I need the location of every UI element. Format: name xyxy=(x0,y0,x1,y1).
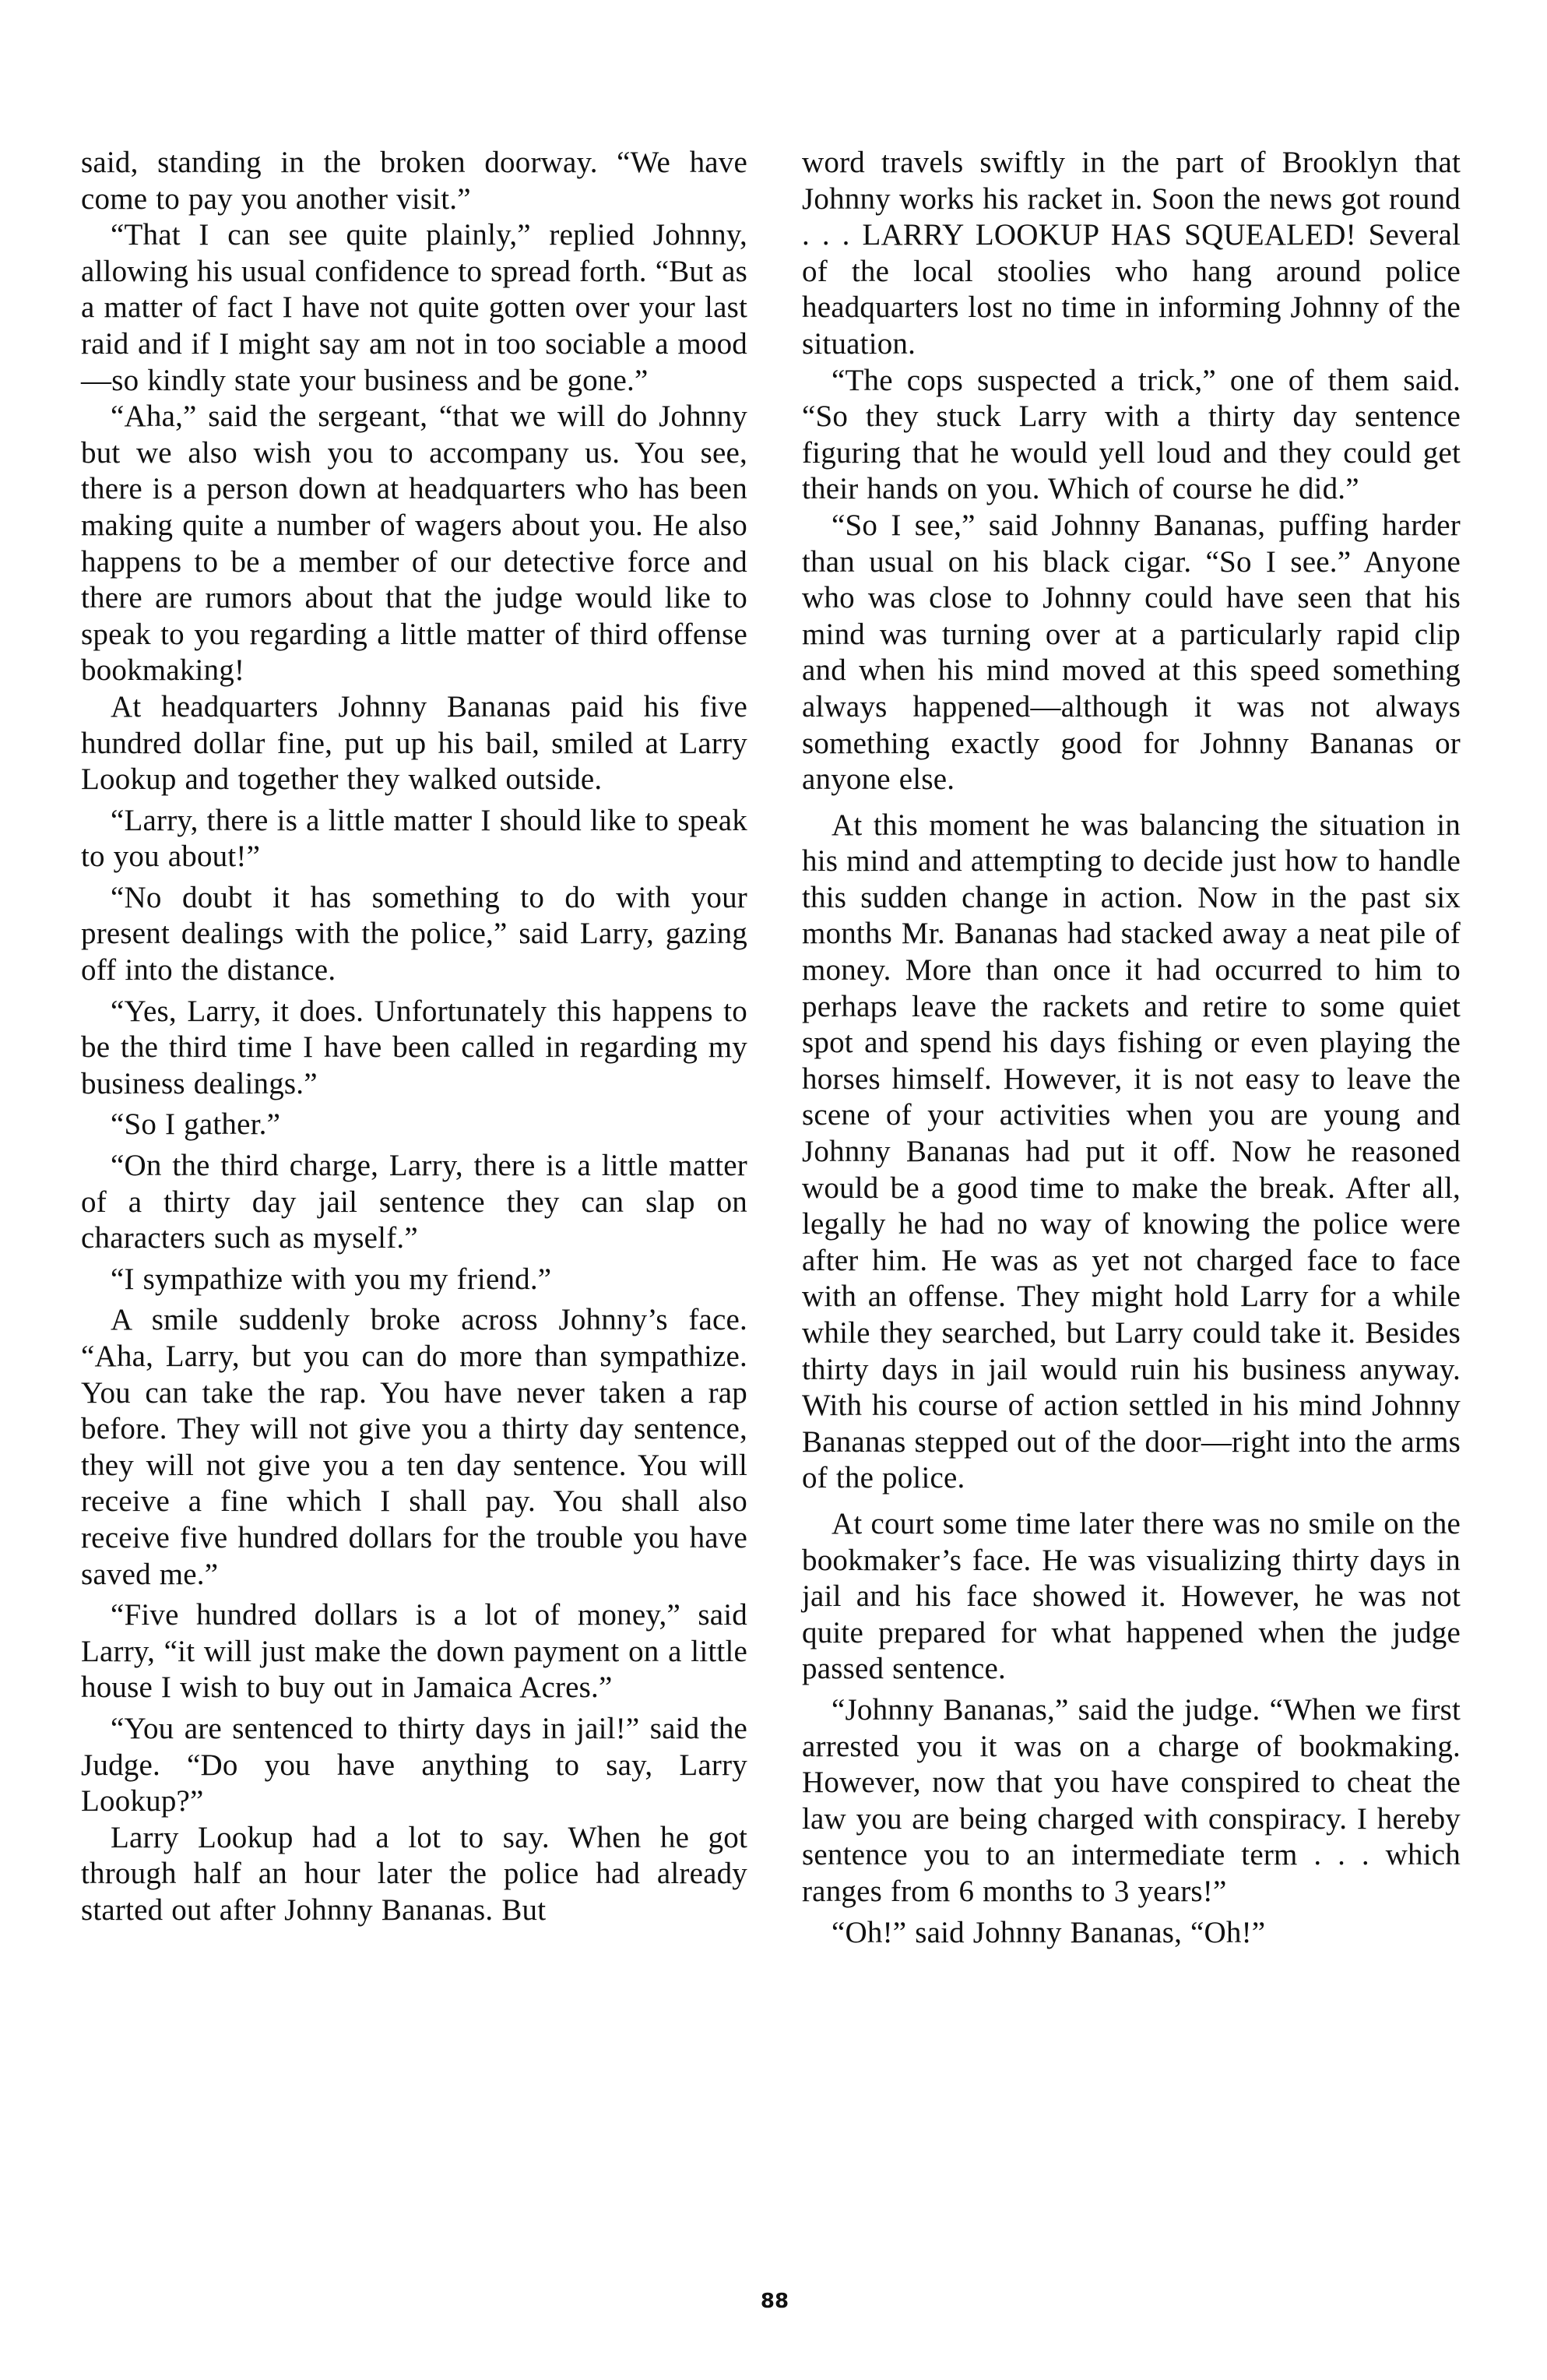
paragraph: At court some time later there was no smile on the bookmaker’s face. He was visualizing thirty days in jail and his face showed it. However, he was not quite prepared for what happened when the judge passed sentence. xyxy=(802,1506,1461,1686)
paragraph: “You are sentenced to thirty days in jail!” said the Judge. “Do you have anything to say, Larry Lookup?” xyxy=(81,1711,747,1818)
paragraph: “I sympathize with you my friend.” xyxy=(111,1262,552,1296)
paragraph: Larry Lookup had a lot to say. When he got through half an hour later the police had already started out after Johnny Bananas. But xyxy=(81,1820,747,1927)
paragraph: “So I gather.” xyxy=(111,1107,281,1142)
paragraph: “Aha,” said the sergeant, “that we will do Johnny but we also wish you to accompany us. You see, there is a person down at headquarters who has been making quite a number of wagers about you. He also happens to be a member of our detective force and there are rumors about that the judge would like to speak to you regarding a little matter of third offense bookmaking! xyxy=(81,400,747,688)
paragraph: word travels swiftly in the part of Brooklyn that Johnny works his racket in. Soon the news got round . . . LARRY LOOKUP HAS SQUEALED! Several of the local stoolies who hang around police headquarters lost no time in informing Johnny of the situation. xyxy=(802,146,1461,361)
page-number: 88 xyxy=(760,2290,789,2313)
left-text-column xyxy=(81,145,747,1929)
paragraph: “Oh!” said Johnny Bananas, “Oh!” xyxy=(832,1915,1266,1949)
paragraph: “So I see,” said Johnny Bananas, puffing harder than usual on his black cigar. “So I see.” Anyone who was close to Johnny could have seen that his mind was turning over at a particularly rapid clip and when his mind moved at this speed something always happened—although it was not always something exactly good for Johnny Bananas or anyone else. xyxy=(802,508,1461,797)
right-text-column xyxy=(802,145,1461,1951)
paragraph: “The cops suspected a trick,” one of them said. “So they stuck Larry with a thirty day sentence figuring that he would yell loud and they could get their hands on you. Which of course he did.” xyxy=(802,363,1461,506)
paragraph: “Johnny Bananas,” said the judge. “When we first arrested you it was on a charge of bookmaking. However, now that you have conspired to cheat the law you are being charged with conspiracy. I hereby sentence you to an intermediate term . . . which ranges from 6 months to 3 years!” xyxy=(802,1692,1461,1908)
paragraph: “No doubt it has something to do with your present dealings with the police,” said Larry, gazing off into the distance. xyxy=(81,880,747,988)
paragraph: At headquarters Johnny Bananas paid his five hundred dollar fine, put up his bail, smiled at Larry Lookup and together they walked outside. xyxy=(81,689,747,797)
paragraph: said, standing in the broken doorway. “We have come to pay you another visit.” xyxy=(81,146,747,216)
paragraph: A smile suddenly broke across Johnny’s face. “Aha, Larry, but you can do more than sympathize. You can take the rap. You have never taken a rap before. They will not give you a thirty day sentence, they will not give you a ten day sentence. You will receive a fine which I shall pay. You shall also receive five hundred dollars for the trouble you have saved me.” xyxy=(81,1303,747,1591)
paragraph: “Larry, there is a little matter I should like to speak to you about!” xyxy=(81,803,747,874)
paragraph: “That I can see quite plainly,” replied Johnny, allowing his usual confidence to spread forth. “But as a matter of fact I have not quite gotten over your last raid and if I might say am not in too sociable a mood—so kindly state your business and be gone.” xyxy=(81,218,748,397)
paragraph: “Yes, Larry, it does. Unfortunately this happens to be the third time I have been called in regarding my business dealings.” xyxy=(81,994,747,1100)
paragraph: “Five hundred dollars is a lot of money,” said Larry, “it will just make the down payment on a little house I wish to buy out in Jamaica Acres.” xyxy=(81,1598,747,1705)
paragraph: At this moment he was balancing the situation in his mind and attempting to decide just how to handle this sudden change in action. Now in the past six months Mr. Bananas had stacked away a neat pile of money. More than once it had occurred to him to perhaps leave the rackets and retire to some quiet spot and spend his days fishing or even playing the horses himself. However, it is not easy to leave the scene of your activities when you are young and Johnny Bananas had put it off. Now he reasoned would be a good time to make the break. After all, legally he had no way of knowing the police were after him. He was as yet not charged face to face with an offense. They might hold Larry for a while while they searched, but Larry could take it. Besides thirty days in jail would ruin his business anyway. With his course of action settled in his mind Johnny Bananas stepped out of the door—right into the arms of the police. xyxy=(802,808,1461,1495)
paragraph: “On the third charge, Larry, there is a little matter of a thirty day jail sentence they can slap on characters such as myself.” xyxy=(81,1149,747,1255)
